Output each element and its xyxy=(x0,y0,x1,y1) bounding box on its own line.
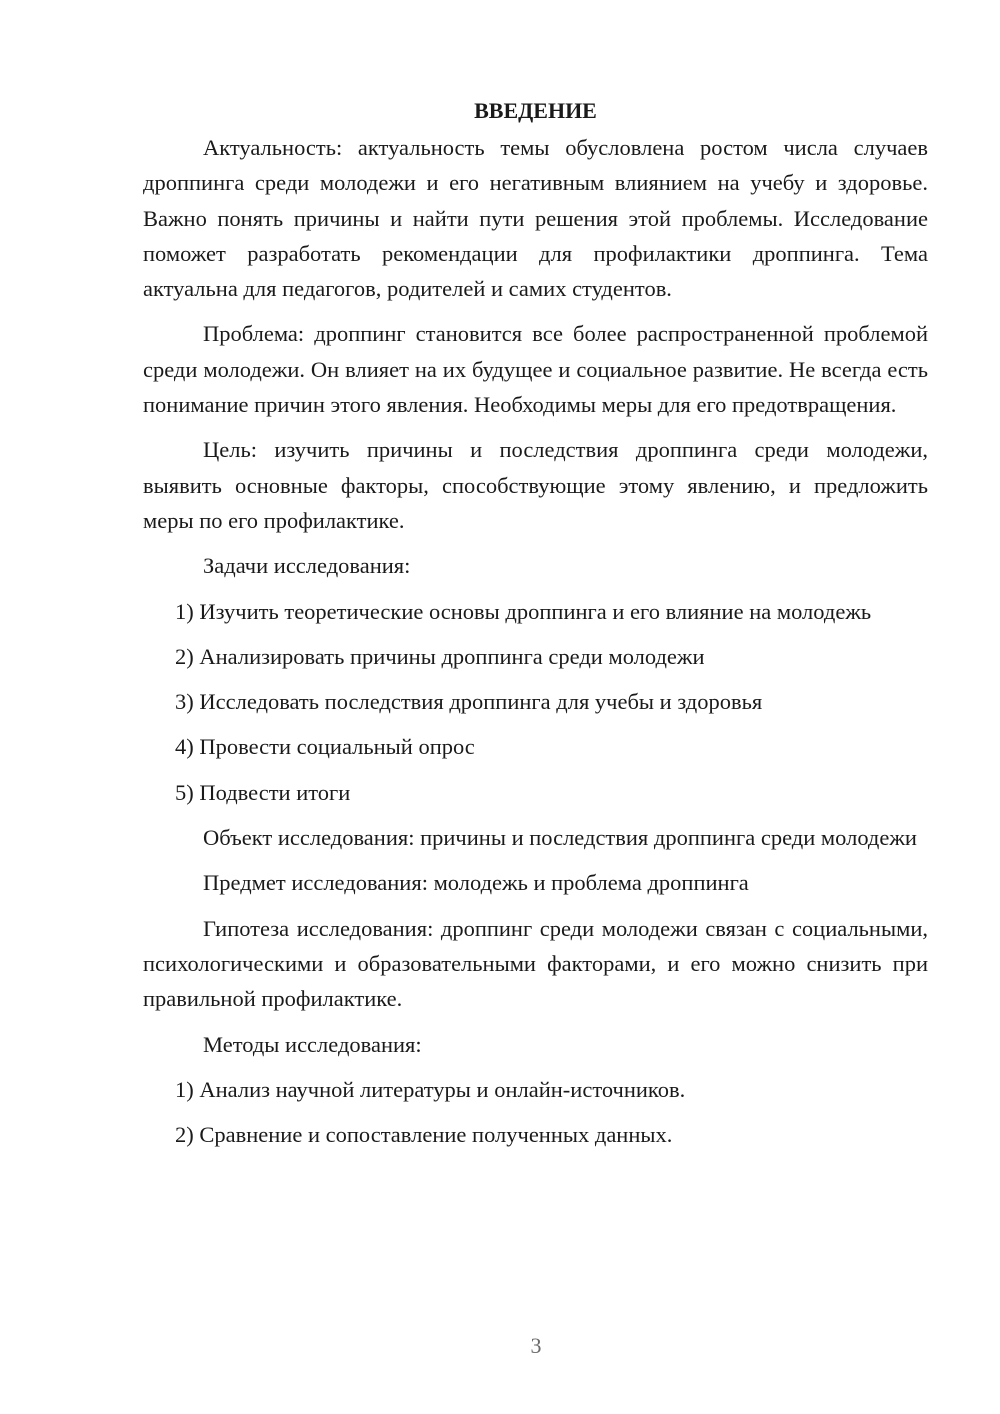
section-title: ВВЕДЕНИЕ xyxy=(474,98,597,123)
object-paragraph: Объект исследования: причины и последствия дроппинга среди молодежи xyxy=(203,825,917,851)
page-number: 3 xyxy=(530,1333,542,1358)
task-item-3: 3) Исследовать последствия дроппинга для учебы и здоровья xyxy=(175,689,763,715)
methods-heading: Методы исследования: xyxy=(203,1031,422,1057)
hypothesis-paragraph: Гипотеза исследования: дроппинг среди молодежи связан с социальными, психологическими и образовательными факторами, и его можно снизить при правильной профилактике. xyxy=(143,915,928,1012)
goal-paragraph: Цель: изучить причины и последствия дроппинга среди молодежи, выявить основные факторы, способствующие этому явлению, и предложить меры по его профилактике. xyxy=(143,437,928,533)
task-item-5: 5) Подвести итоги xyxy=(175,779,351,805)
relevance-paragraph: Актуальность: актуальность темы обусловлена ростом числа случаев дроппинга среди молодежи и его негативным влиянием на учебу и здоровье. Важно понять причины и найти пути решения этой проблемы. Исследование поможет разработать рекомендации для профилактики дроппинга. Тема актуальна для педагогов, родителей и самих студентов. xyxy=(143,135,928,302)
task-item-4: 4) Провести социальный опрос xyxy=(175,734,475,760)
method-item-2: 2) Сравнение и сопоставление полученных данных. xyxy=(175,1122,673,1148)
task-item-2: 2) Анализировать причины дроппинга среди молодежи xyxy=(175,643,705,669)
method-item-1: 1) Анализ научной литературы и онлайн-источников. xyxy=(175,1076,686,1102)
subject-paragraph: Предмет исследования: молодежь и проблема дроппинга xyxy=(203,870,749,896)
problem-paragraph: Проблема: дроппинг становится все более распространенной проблемой среди молодежи. Он влияет на их будущее и социальное развитие. Не всегда есть понимание причин этого явления. Необходимы меры для его предотвращения. xyxy=(143,321,928,418)
document-page xyxy=(143,96,928,1162)
tasks-heading: Задачи исследования: xyxy=(203,553,411,579)
task-item-1: 1) Изучить теоретические основы дроппинга и его влияние на молодежь xyxy=(175,598,872,624)
